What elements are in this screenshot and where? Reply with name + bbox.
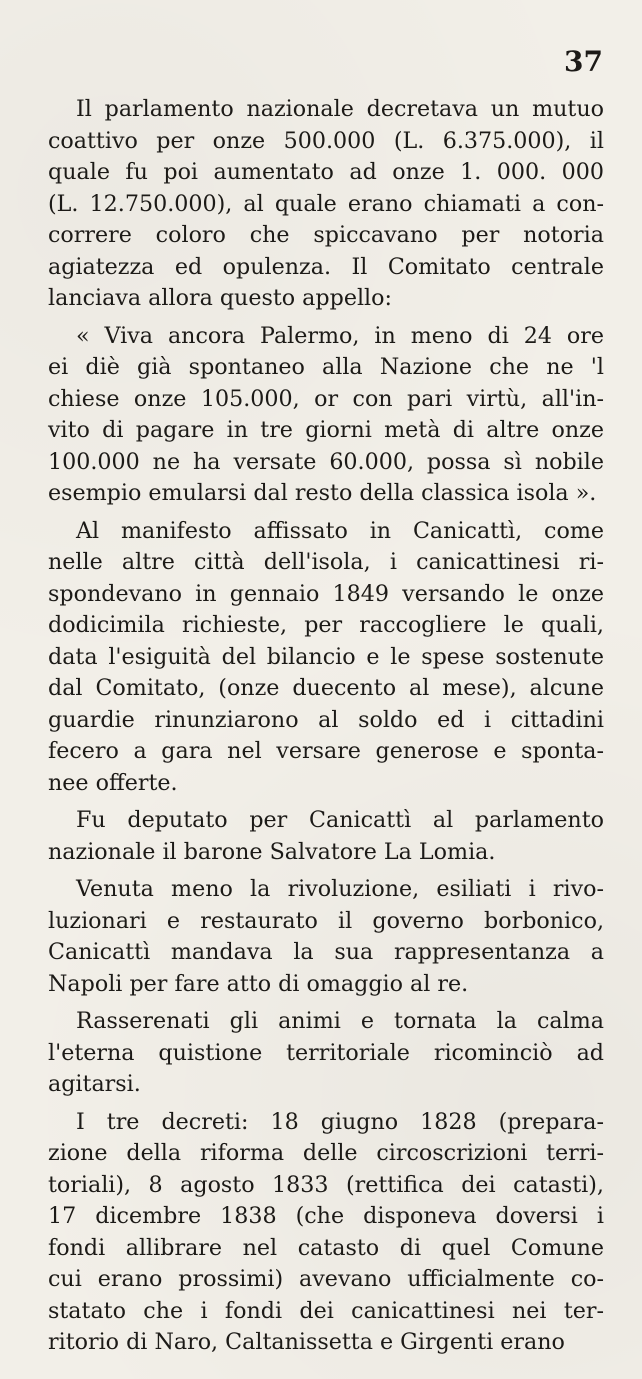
text-line: Il parlamento nazionale decretava un mutuo bbox=[76, 96, 604, 122]
text-line: Rasserenati gli animi e tornata la calma bbox=[76, 1008, 604, 1034]
text-line: lanciava allora questo appello: bbox=[48, 285, 392, 311]
text-line: Venuta meno la rivoluzione, esiliati i rivo- bbox=[76, 876, 604, 902]
text-line: correre coloro che spiccavano per notoria bbox=[48, 222, 604, 248]
text-line: 17 dicembre 1838 (che disponeva doversi i bbox=[48, 1203, 604, 1229]
text-line: « Viva ancora Palermo, in meno di 24 ore bbox=[76, 322, 604, 349]
text-line: fecero a gara nel versare generose e sponta- bbox=[48, 738, 604, 764]
text-line: l'eterna quistione territoriale ricominciò ad bbox=[48, 1039, 604, 1066]
text-line: 100.000 ne ha versate 60.000, possa sì nobile bbox=[48, 448, 604, 475]
text-line: esempio emularsi dal resto della classica isola ». bbox=[48, 480, 597, 506]
page-text bbox=[48, 94, 604, 1365]
paragraph-manifesto-canicatti bbox=[48, 516, 604, 800]
paragraph-mutuo-coattivo bbox=[48, 94, 604, 315]
text-line: cui erano prossimi) avevano ufficialmente co- bbox=[48, 1266, 604, 1292]
paragraph-deputato bbox=[48, 805, 604, 868]
paragraph-rivoluzione bbox=[48, 874, 604, 1000]
text-line: fondi allibrare nel catasto di quel Comune bbox=[48, 1234, 604, 1261]
text-line: coattivo per onze 500.000 (L. 6.375.000), il bbox=[48, 127, 604, 154]
text-line: dal Comitato, (onze duecento al mese), alcune bbox=[48, 675, 604, 701]
text-line: ei diè già spontaneo alla Nazione che ne 'l bbox=[48, 354, 604, 380]
text-line: dodicimila richieste, per raccogliere le quali, bbox=[48, 612, 604, 638]
text-line: Fu deputato per Canicattì al parlamento bbox=[76, 807, 604, 833]
text-line: data l'esiguità del bilancio e le spese sostenute bbox=[48, 643, 604, 670]
text-line: nee offerte. bbox=[48, 769, 178, 796]
text-line: Napoli per fare atto di omaggio al re. bbox=[48, 970, 469, 997]
text-line: zione della riforma delle circoscrizioni terri- bbox=[48, 1140, 604, 1166]
text-line: chiese onze 105.000, or con pari virtù, all'in- bbox=[48, 385, 604, 412]
text-line: (L. 12.750.000), al quale erano chiamati a con- bbox=[48, 190, 604, 217]
text-line: quale fu poi aumentato ad onze 1. 000. 000 bbox=[48, 159, 604, 185]
paragraph-quistione-territoriale bbox=[48, 1006, 604, 1101]
paragraph-appello bbox=[48, 321, 604, 510]
paragraph-tre-decreti bbox=[48, 1107, 604, 1359]
text-line: agiatezza ed opulenza. Il Comitato centrale bbox=[48, 253, 604, 280]
text-line: toriali), 8 agosto 1833 (rettifica dei catasti), bbox=[48, 1171, 604, 1198]
text-line: vito di pagare in tre giorni metà di altre onze bbox=[48, 417, 604, 443]
text-line: spondevano in gennaio 1849 versando le onze bbox=[48, 580, 604, 607]
text-line: nelle altre città dell'isola, i canicattinesi ri- bbox=[48, 549, 604, 575]
text-line: statato che i fondi dei canicattinesi nei ter- bbox=[48, 1297, 604, 1324]
page-number: 37 bbox=[564, 45, 603, 78]
text-line: I tre decreti: 18 giugno 1828 (prepara- bbox=[76, 1108, 604, 1135]
text-line: guardie rinunziarono al soldo ed i cittadini bbox=[48, 706, 604, 733]
text-line: Al manifesto affissato in Canicattì, come bbox=[76, 517, 604, 544]
text-line: luzionari e restaurato il governo borbonico, bbox=[48, 907, 604, 934]
text-line: agitarsi. bbox=[48, 1071, 141, 1097]
text-line: nazionale il barone Salvatore La Lomia. bbox=[48, 838, 496, 865]
text-line: Canicattì mandava la sua rappresentanza a bbox=[48, 939, 604, 965]
text-line: ritorio di Naro, Caltanissetta e Girgenti erano bbox=[48, 1329, 565, 1355]
